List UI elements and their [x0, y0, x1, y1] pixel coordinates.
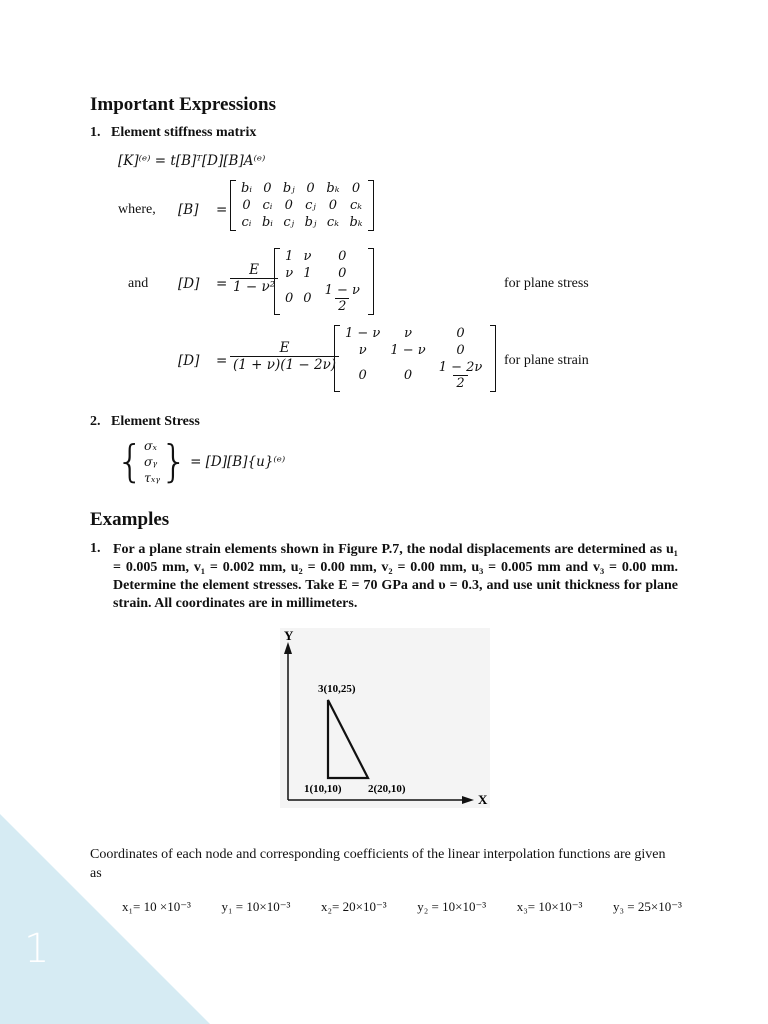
D-strain-factor-num: E [279, 340, 290, 356]
item-2-number: 2. [90, 414, 101, 429]
B-matrix-cell: cᵢ [262, 198, 273, 213]
coordinates-intro: Coordinates of each node and corresponding coefficients of the linear interpolation functions are given as [90, 847, 666, 881]
plane-stress-label: for plane stress [504, 276, 589, 291]
B-matrix-cell: bₖ [349, 215, 363, 230]
D-stress-matrix-cell: 0 [338, 249, 347, 264]
D-stress-matrix-cell: 0 [338, 266, 347, 281]
B-matrix-row [236, 180, 368, 197]
stress-vector [144, 438, 160, 486]
D-strain-matrix-cell: ν [404, 326, 412, 341]
D-stress-matrix-cell: 0 [303, 291, 312, 306]
D-strain-factor-den: (1 + ν)(1 − 2ν) [230, 356, 339, 373]
B-matrix-row [236, 214, 368, 231]
plane-strain-label: for plane strain [504, 353, 589, 368]
D-strain-matrix-cell: 0 [456, 326, 465, 341]
B-matrix [230, 180, 374, 236]
coord-x3: x₃= 10×10⁻³ [516, 899, 583, 914]
D-stress-matrix-cell: 1 [285, 249, 294, 264]
page-number: 1 [24, 926, 50, 972]
coord-y3: y₃ = 25×10⁻³ [613, 899, 682, 914]
node-coordinates-row [122, 899, 682, 915]
equals-sign-D-stress: = [216, 276, 228, 292]
figure-p7 [280, 628, 490, 808]
B-matrix-cell: bᵢ [241, 181, 252, 196]
B-matrix-cell: cᵢ [241, 215, 252, 230]
and-label: and [128, 276, 149, 291]
example-1-number: 1. [90, 541, 101, 556]
item-2-heading [90, 414, 200, 430]
section-title-important-expressions: Important Expressions [90, 94, 276, 115]
B-symbol: [B] [178, 202, 199, 218]
D-stress-matrix-row [280, 282, 368, 315]
B-matrix-cell: 0 [263, 181, 272, 196]
D-symbol-strain: [D] [178, 353, 200, 369]
item-1-number: 1. [90, 125, 101, 140]
figure-background [280, 628, 490, 808]
B-matrix-row [236, 197, 368, 214]
B-matrix-cell: 0 [306, 181, 315, 196]
D-strain-factor [230, 340, 339, 373]
D-stress-matrix-cell: $\frac{1 - \nu}{2}$ [324, 283, 360, 314]
B-matrix-cell: cₖ [350, 198, 363, 213]
D-stress-factor-num: E [249, 262, 259, 278]
coord-x1: x₁= 10 ×10⁻³ [122, 899, 191, 914]
item-2-label: Element Stress [111, 414, 200, 429]
stress-eq-rhs: = [D][B]{u}⁽ᵉ⁾ [190, 454, 286, 470]
D-stress-matrix-cell: ν [285, 266, 294, 281]
D-stress-matrix [274, 248, 374, 320]
coord-x2: x₂= 20×10⁻³ [321, 899, 387, 914]
D-strain-matrix-cell: 1 − ν [390, 343, 426, 358]
D-stress-matrix-cell: 1 [303, 266, 312, 281]
D-stress-matrix-row [280, 248, 368, 265]
D-strain-matrix-cell: $\frac{1 - 2\nu}{2}$ [438, 360, 483, 391]
D-stress-factor [230, 262, 278, 295]
D-strain-matrix-cell: 0 [456, 343, 465, 358]
stress-sigma-x: σₓ [144, 438, 157, 453]
section-title-examples: Examples [90, 509, 170, 530]
node-3-label: 3(10,25) [318, 683, 356, 695]
where-label: where, [118, 202, 156, 217]
D-strain-matrix-row [340, 359, 490, 392]
D-stress-matrix-cell: ν [303, 249, 312, 264]
B-matrix-cell: bⱼ [304, 215, 317, 230]
B-matrix-cell: 0 [242, 198, 251, 213]
y-axis-label: Y [284, 628, 294, 643]
node-2-label: 2(20,10) [368, 783, 406, 795]
D-strain-matrix-row [340, 342, 490, 359]
x-axis-label: X [478, 792, 488, 807]
D-strain-matrix [334, 325, 496, 397]
D-strain-matrix-cell: 0 [358, 368, 367, 383]
D-stress-matrix-table [280, 248, 368, 315]
B-matrix-cell: cₖ [326, 215, 339, 230]
D-strain-matrix-cell: 0 [403, 368, 413, 383]
D-strain-matrix-cell: ν [358, 343, 367, 358]
left-brace: { [116, 436, 144, 487]
B-matrix-cell: bₖ [326, 181, 340, 196]
node-1-label: 1(10,10) [304, 783, 342, 795]
item-1-heading [90, 125, 256, 141]
B-matrix-cell: 0 [284, 198, 293, 213]
right-brace: } [160, 436, 189, 487]
equals-sign-D-strain: = [216, 353, 228, 369]
equals-sign-B: = [216, 202, 228, 218]
example-1-text: For a plane strain elements shown in Figure P.7, the nodal displacements are determined as u₁ = 0.005 mm, v₁ = 0.002 mm, u₂ = 0.00 mm, v₂ = 0.00 mm, u₃ = 0.005 mm and v₃ = 0.00 mm. Determine the element stresses. Take E = 70 GPa and υ = 0.3, and use unit thickness for plane strain. All coordinates are in millimeters. [113, 542, 678, 611]
B-matrix-cell: 0 [351, 181, 361, 196]
B-matrix-cell: cⱼ [305, 198, 316, 213]
D-stress-matrix-row [280, 265, 368, 282]
item-1-label: Element stiffness matrix [111, 125, 257, 140]
stress-sigma-y: σᵧ [144, 454, 158, 469]
B-matrix-cell: 0 [328, 198, 338, 213]
stress-tau-xy: τₓᵧ [144, 470, 161, 485]
B-matrix-cell: bᵢ [261, 215, 273, 230]
D-strain-matrix-cell: 1 − ν [345, 326, 381, 341]
stiffness-equation: [K]⁽ᵉ⁾ = t[B]ᵀ[D][B]A⁽ᵉ⁾ [118, 153, 266, 169]
B-matrix-cell: cⱼ [283, 215, 295, 230]
coord-y1: y₁ = 10×10⁻³ [221, 899, 291, 914]
D-strain-matrix-row [340, 325, 490, 342]
D-symbol-stress: [D] [178, 276, 200, 292]
D-strain-matrix-table [340, 325, 490, 392]
B-matrix-table [236, 180, 368, 231]
D-stress-matrix-cell: 0 [285, 291, 294, 306]
stress-equation [116, 438, 285, 486]
B-matrix-cell: bⱼ [282, 181, 295, 196]
D-stress-factor-den: 1 − ν² [230, 278, 278, 295]
coord-y2: y₂ = 10×10⁻³ [417, 899, 487, 914]
